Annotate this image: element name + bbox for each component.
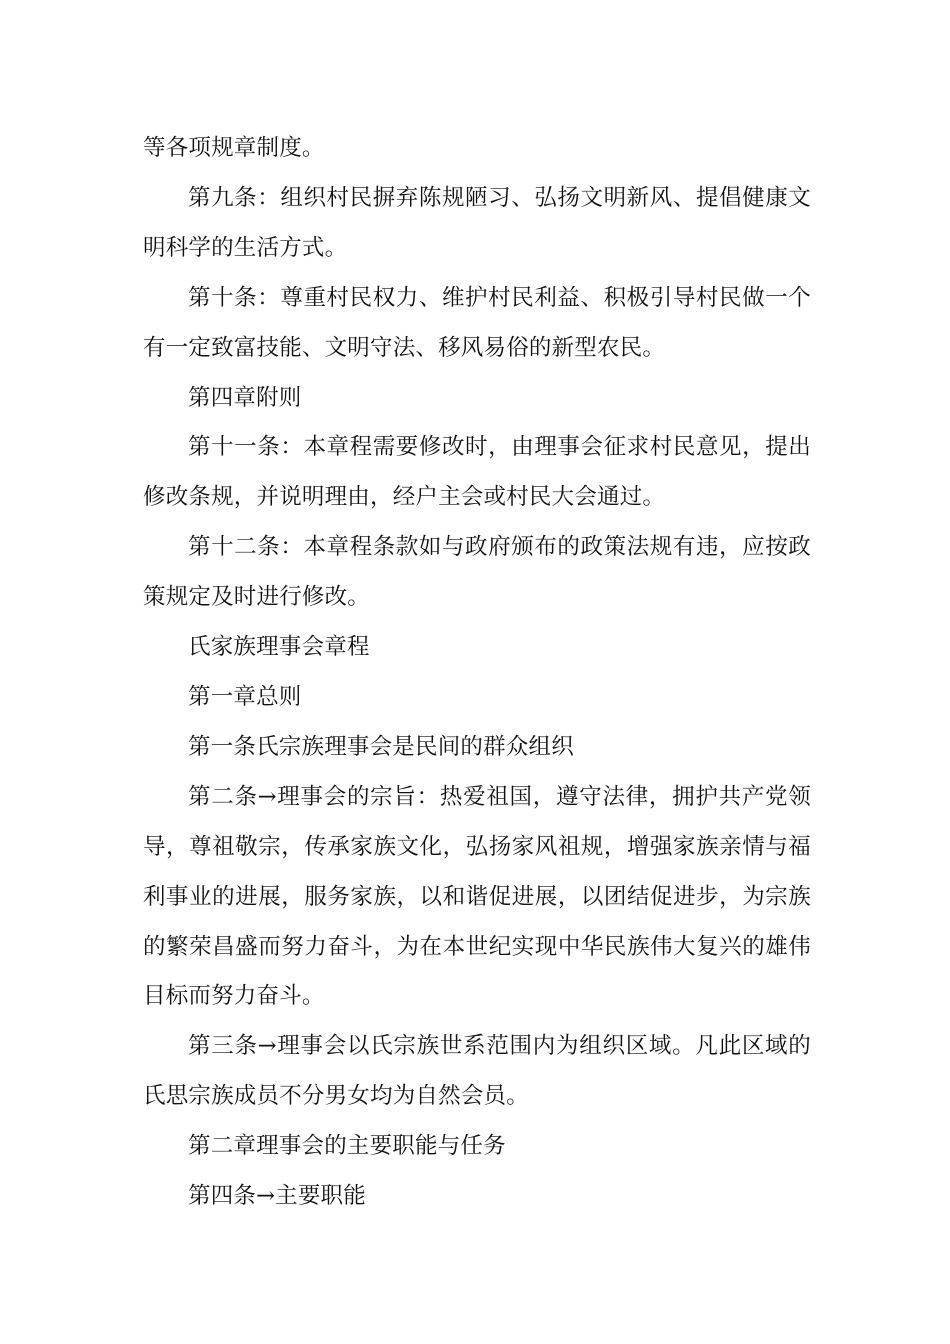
article-1-paragraph: 第一条氏宗族理事会是民间的群众组织 — [188, 733, 574, 760]
paragraph-continuation: 等各项规章制度。 — [143, 135, 325, 161]
document-body — [143, 124, 811, 1222]
article-2-paragraph: 第二条→理事会的宗旨：热爱祖国，遵守法律，拥护共产党领导，尊祖敬宗，传承家族文化，弘扬家风祖规，增强家族亲情与福利事业的进展，服务家族，以和谐促进展，以团结促进步，为宗族的繁荣昌盛而努力奋斗，为在本世纪实现中华民族伟大复兴的雄伟目标而努力奋斗。 — [143, 783, 811, 1010]
article-11-paragraph: 第十一条：本章程需要修改时，由理事会征求村民意见，提出修改条规，并说明理由，经户主会或村民大会通过。 — [143, 434, 811, 511]
article-4-paragraph: 第四条→主要职能 — [188, 1183, 366, 1210]
chapter-1-heading: 第一章总则 — [188, 683, 302, 710]
charter-title: 氏家族理事会章程 — [188, 634, 370, 661]
article-12-paragraph: 第十二条：本章程条款如与政府颁布的政策法规有违，应按政策规定及时进行修改。 — [143, 534, 811, 611]
article-3-paragraph: 第三条→理事会以氏宗族世系范围内为组织区域。凡此区域的氏思宗族成员不分男女均为自然会员。 — [143, 1033, 811, 1110]
article-9-paragraph: 第九条：组织村民摒弃陈规陋习、弘扬文明新风、提倡健康文明科学的生活方式。 — [143, 184, 811, 261]
chapter-4-heading: 第四章附则 — [188, 384, 302, 411]
article-10-paragraph: 第十条：尊重村民权力、维护村民利益、积极引导村民做一个有一定致富技能、文明守法、移风易俗的新型农民。 — [143, 284, 811, 361]
chapter-2-heading: 第二章理事会的主要职能与任务 — [188, 1133, 506, 1160]
